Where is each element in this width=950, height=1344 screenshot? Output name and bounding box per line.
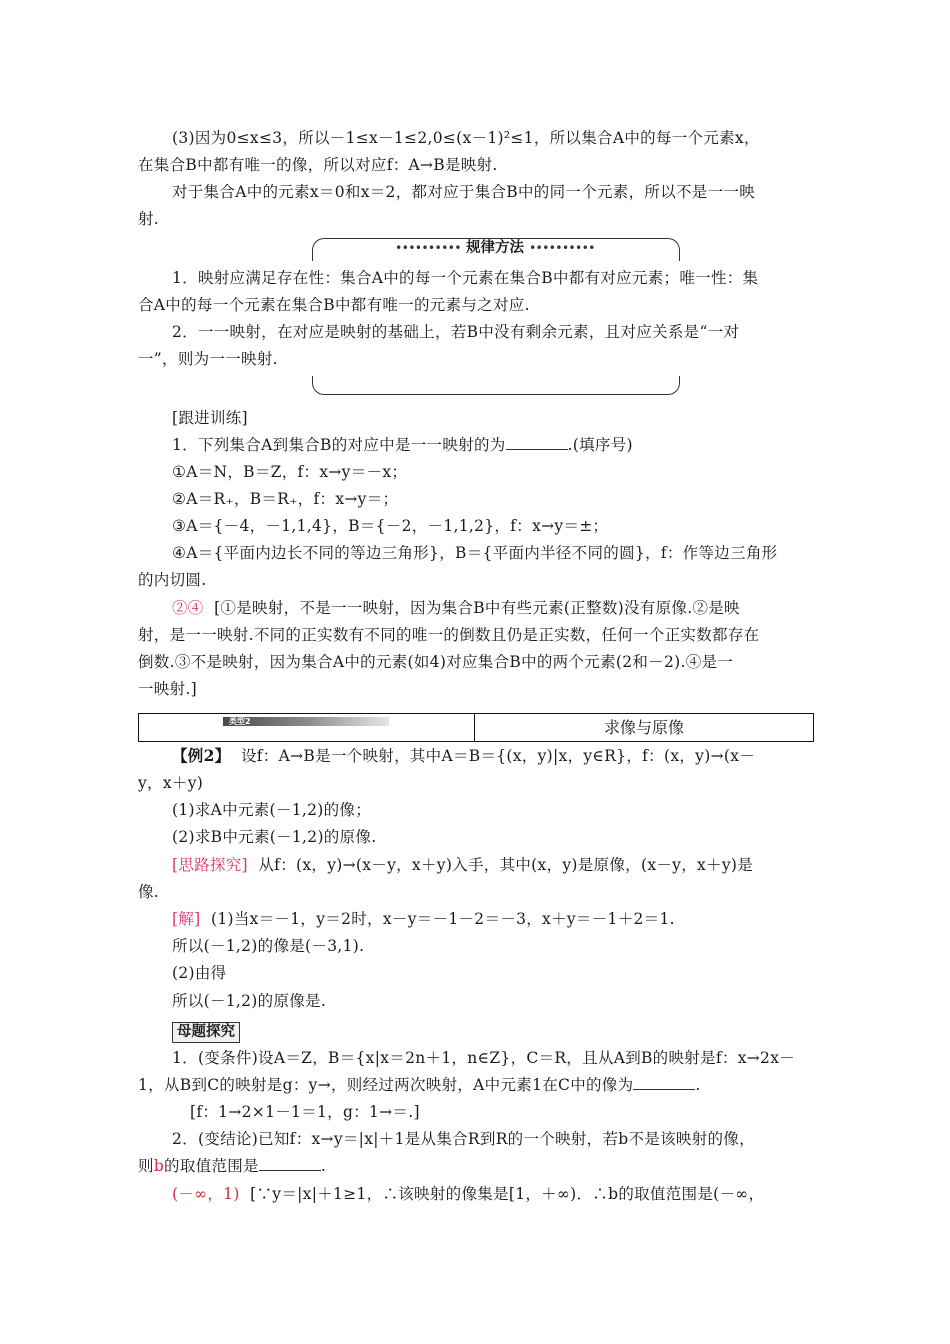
dots-decoration: •••••••••• (395, 241, 461, 255)
explanation-line (172, 598, 740, 618)
explanation-line: 射，是一一映射.不同的正实数有不同的唯一的倒数且仍是正实数，任何一个正实数都存在 (138, 626, 760, 644)
option-3: ③A＝{－4，－1,1,4}，B＝{－2，－1,1,2}，f：x→y＝±； (172, 517, 609, 535)
explanation-line: 一映射.] (138, 680, 197, 698)
mother-line: 1．(变条件)设A＝Z，B＝{x|x＝2n＋1，n∈Z}，C＝R，且从A到B的映射是f：x→2x－ (172, 1049, 796, 1067)
text-line: 在集合B中都有唯一的像，所以对应f：A→B是映射. (138, 156, 498, 174)
text-line: 2．一一映射，在对应是映射的基础上，若B中没有剩余元素，且对应关系是“一对 (172, 323, 740, 341)
hint-label: [思路探究] (172, 856, 248, 874)
text-line: 一”，则为一一映射. (138, 350, 278, 368)
text-line: 1．映射应满足存在性：集合A中的每一个元素在集合B中都有对应元素；唯一性：集 (172, 269, 759, 287)
hint-text: 从f：(x，y)→(x－y，x＋y)入手，其中(x，y)是原像，(x－y，x＋y)是 (258, 856, 754, 874)
option-1: ①A＝N，B＝Z，f：x→y＝－x； (172, 463, 408, 481)
answer-blank (259, 1156, 321, 1171)
hint-line: 像. (138, 883, 160, 901)
practice-header: [跟进训练] (172, 409, 248, 427)
mother-problem-badge: 母题探究 (172, 1022, 240, 1043)
example-label: 【例2】 (172, 746, 231, 765)
mother-line: 2．(变结论)已知f：x→y＝|x|＋1是从集合R到R的一个映射，若b不是该映射的像， (172, 1130, 755, 1148)
mother-text: 则 (138, 1157, 154, 1175)
solution-text: (1)当x＝－1，y＝2时，x－y＝－1－2＝－3，x＋y＝－1＋2＝1. (210, 910, 675, 928)
mother-tail: . (320, 1157, 327, 1175)
mother-tail: . (695, 1076, 701, 1094)
explanation-text: [∵y＝|x|＋1≥1，∴该映射的像集是[1，＋∞)．∴b的取值范围是(－∞， (250, 1185, 765, 1203)
solution-line: 所以(－1,2)的原像是. (172, 992, 327, 1010)
question-tail: .(填序号) (567, 436, 633, 454)
question-text: 1．下列集合A到集合B的对应中是一一映射的为 (172, 436, 506, 454)
option-2: ②A＝R₊，B＝R₊，f：x→y＝； (172, 490, 399, 508)
question-1 (172, 435, 633, 455)
example-question: (1)求A中元素(－1,2)的像； (172, 801, 371, 819)
method-box-title (325, 239, 665, 257)
explanation-line: 倒数.③不是映射，因为集合A中的元素(如4)对应集合B中的两个元素(2和－2).④是一 (138, 653, 734, 671)
type-tag-cell (139, 714, 475, 741)
example-text: 设f：A→B是一个映射，其中A＝B＝{(x，y)|x，y∈R}，f：(x，y)→(x－ (240, 747, 756, 765)
type-title: 求像与原像 (603, 718, 684, 737)
variable-b: b (153, 1157, 165, 1175)
answer-blank (633, 1075, 695, 1090)
hint-line (172, 855, 753, 875)
text-line: 对于集合A中的元素x＝0和x＝2，都对应于集合B中的同一个元素，所以不是一一映 (172, 183, 755, 201)
mother-text: 1，从B到C的映射是g：y→，则经过两次映射，A中元素1在C中的像为 (138, 1076, 634, 1094)
text-line: (3)因为0≤x≤3，所以－1≤x－1≤2,0≤(x－1)²≤1，所以集合A中的每一个元素x， (172, 129, 760, 147)
mother-line: [f：1→2×1－1＝1，g：1→＝.] (190, 1103, 420, 1121)
solution-label: [解] (172, 910, 201, 928)
option-4: ④A＝{平面内边长不同的等边三角形}，B＝{平面内半径不同的圆}，f：作等边三角形 (172, 544, 778, 562)
option-4-cont: 的内切圆. (138, 571, 207, 589)
example-question: (2)求B中元素(－1,2)的原像. (172, 828, 377, 846)
method-title-text: 规律方法 (466, 240, 524, 256)
mother-answer-line (172, 1184, 764, 1204)
mother-line (138, 1075, 701, 1095)
mother-text: 的取值范围是 (164, 1157, 259, 1175)
answer-text: ②④ (172, 599, 204, 617)
explanation-text: [①是映射，不是一一映射，因为集合B中有些元素(正整数)没有原像.②是映 (214, 599, 740, 617)
text-line: 射. (138, 210, 160, 228)
solution-line: 所以(－1,2)的像是(－3,1). (172, 937, 365, 955)
answer-text: (－∞，1) (172, 1185, 240, 1203)
mother-line (138, 1156, 326, 1176)
example-line: y，x＋y) (138, 774, 204, 792)
type-tag: 类型2 (223, 717, 389, 726)
example-line (172, 746, 755, 766)
method-box-bottom-border (312, 376, 680, 395)
type-heading-table (138, 713, 814, 742)
solution-line (172, 909, 675, 929)
text-line: 合A中的每一个元素在集合B中都有唯一的元素与之对应. (138, 296, 530, 314)
solution-line: (2)由得 (172, 964, 227, 982)
answer-blank (506, 435, 568, 450)
dots-decoration: •••••••••• (529, 241, 595, 255)
